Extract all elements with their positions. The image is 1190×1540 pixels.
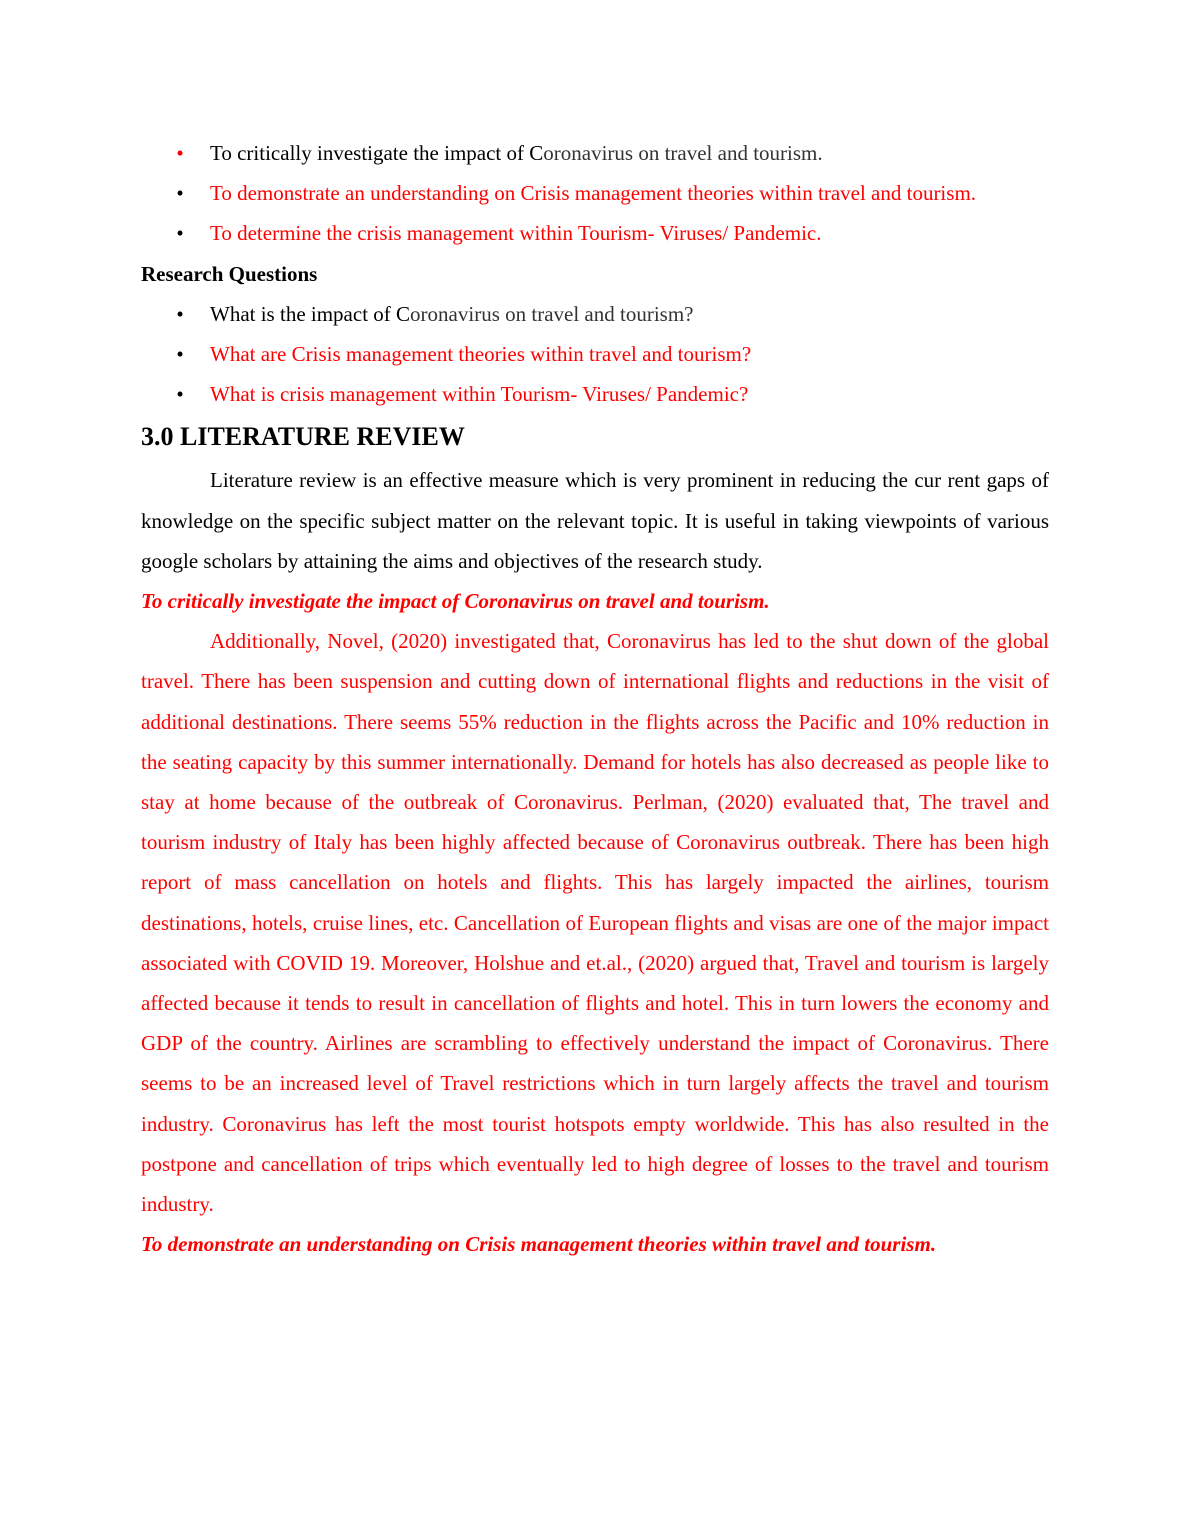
question-3-text: What is crisis management within Tourism- Viruses/ Pandemic? (210, 382, 749, 407)
section1-heading: To critically investigate the impact of Coronavirus on travel and tourism. (141, 589, 770, 614)
objective-item-1 (141, 133, 1049, 173)
objective-1-part2: oronavirus on travel and tourism. (543, 141, 823, 165)
literature-review-intro: Literature review is an effective measure which is very prominent in reducing the cur rent gaps of knowledge on the specific subject matter on the relevant topic. It is useful in taking viewpoints of various google scholars by attaining the aims and objectives of the research study. (141, 468, 1049, 573)
question-2-text: What are Crisis management theories within travel and tourism? (210, 342, 752, 367)
question-1-part2: oronavirus on travel and tourism? (410, 301, 694, 326)
question-1-part1: What is the impact of C (210, 301, 411, 326)
research-questions-list (141, 294, 1049, 415)
objectives-list (141, 133, 1049, 254)
document-page (141, 133, 1049, 1264)
section1-body: Additionally, Novel, (2020) investigated that, Coronavirus has led to the shut down of the global travel. There has been suspension and cutting down of international flights and reductions in the visit of additional destinations. There seems 55% reduction in the flights across the Pacific and 10% reduction in the seating capacity by this summer internationally. Demand for hotels has also decreased as people like to stay at home because of the outbreak of Coronavirus. Perlman, (2020) evaluated that, The travel and tourism industry of Italy has been highly affected because of Coronavirus outbreak. There has been high report of mass cancellation on hotels and flights. This has largely impacted the airlines, tourism destinations, hotels, cruise lines, etc. Cancellation of European flights and visas are one of the major impact associated with COVID 19. Moreover, Holshue and et.al., (2020) argued that, Travel and tourism is largely affected because it tends to result in cancellation of flights and hotel. This in turn lowers the economy and GDP of the country. Airlines are scrambling to effectively understand the impact of Coronavirus. There seems to be an increased level of Travel restrictions which in turn largely affects the travel and tourism industry. Coronavirus has left the most tourist hotspots empty worldwide. This has also resulted in the postpone and cancellation of trips which eventually led to high degree of losses to the travel and tourism industry. (141, 629, 1049, 1217)
bullet-dot-icon: • (176, 181, 184, 206)
literature-review-heading: 3.0 LITERATURE REVIEW (141, 422, 465, 452)
bullet-dot-icon: • (176, 342, 184, 367)
objective-2-text: To demonstrate an understanding on Crisis management theories within travel and tourism. (210, 181, 977, 206)
research-questions-title: Research Questions (141, 261, 318, 286)
bullet-dot-icon: • (176, 301, 184, 326)
question-item-3 (141, 374, 1049, 414)
bullet-dot-icon: • (176, 141, 184, 165)
bullet-dot-icon: • (176, 221, 184, 246)
bullet-dot-icon: • (176, 382, 184, 407)
question-item-2 (141, 334, 1049, 374)
objective-3-text: To determine the crisis management within Tourism- Viruses/ Pandemic. (210, 221, 822, 246)
question-item-1 (141, 294, 1049, 334)
objective-1-part1: To critically investigate the impact of C (210, 141, 544, 165)
section2-heading: To demonstrate an understanding on Crisis management theories within travel and tourism. (141, 1232, 937, 1257)
objective-item-3 (141, 213, 1049, 253)
objective-item-2 (141, 173, 1049, 213)
